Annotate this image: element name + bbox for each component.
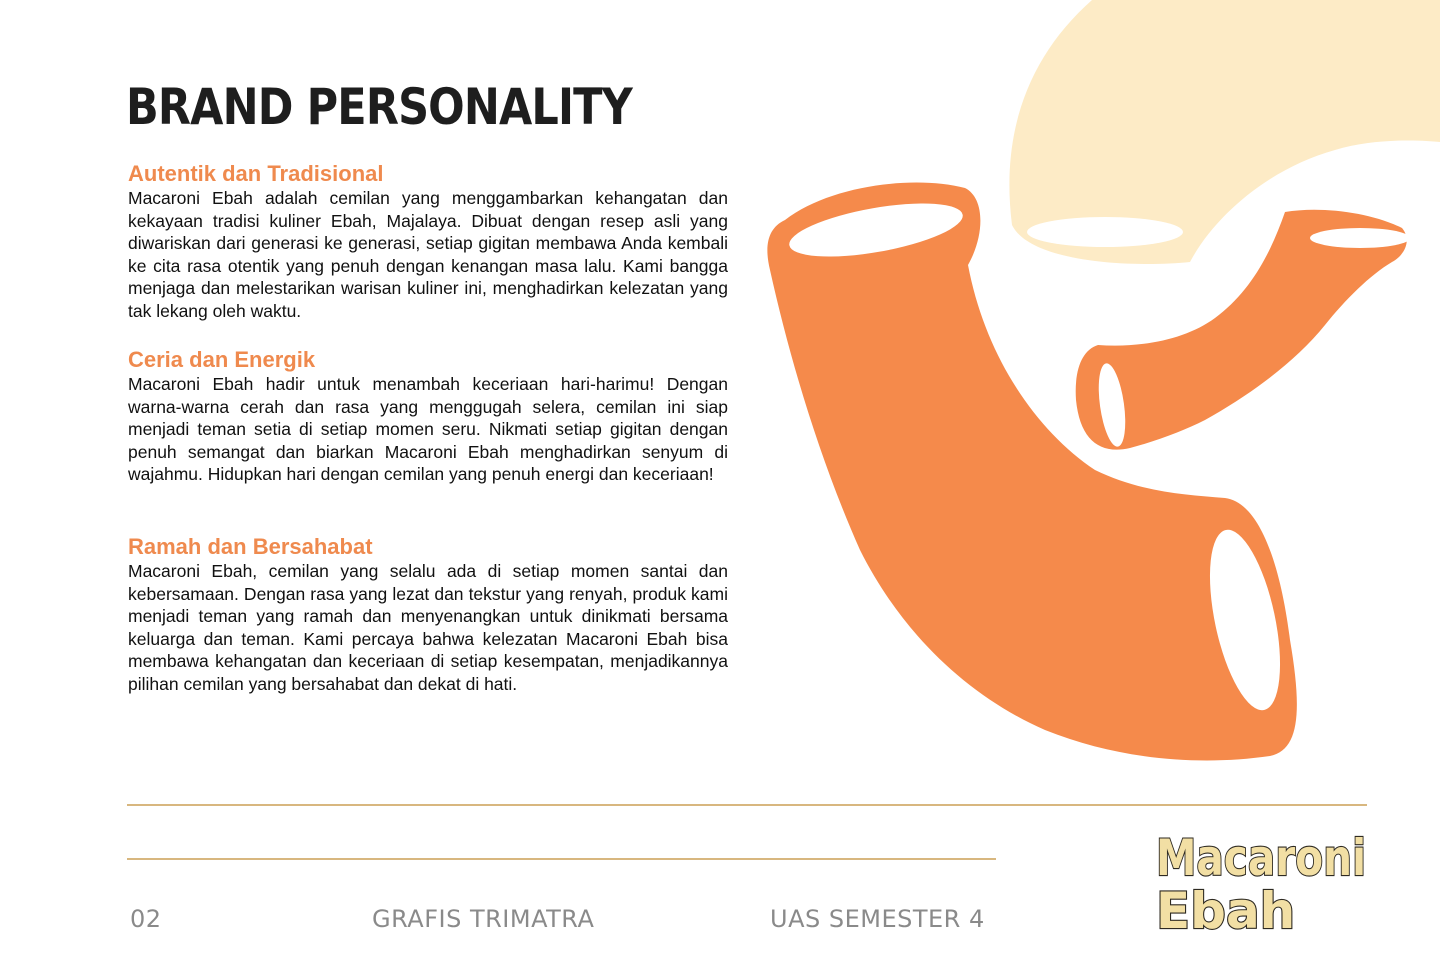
footer-page-number: 02 [130, 905, 162, 933]
page-title: BRAND PERSONALITY [126, 78, 632, 136]
large-macaroni-opening-top [786, 193, 967, 267]
logo-line-2: Ebah [1156, 882, 1296, 940]
small-macaroni-shape [1076, 210, 1407, 450]
section-heading: Ceria dan Energik [128, 347, 316, 372]
cream-macaroni-shape [1009, 0, 1440, 264]
large-macaroni-shape [767, 183, 1296, 761]
footer-divider-top [127, 804, 1367, 806]
large-macaroni-opening-bottom [1197, 524, 1294, 716]
section-heading: Ramah dan Bersahabat [128, 534, 373, 559]
section-body: Macaroni Ebah, cemilan yang selalu ada di setiap momen santai dan kebersamaan. Dengan rasa yang lezat dan tekstur yang renyah, produk kami menjadi teman yang ramah dan menyenangkan untuk dinikmati bersama keluarga dan teman. Kami percaya bahwa kelezatan Macaroni Ebah bisa membawa kehangatan dan keceriaan di setiap kesempatan, menjadikannya pilihan cemilan yang bersahabat dan dekat di hati. [128, 561, 728, 694]
section-ceria [128, 347, 728, 486]
section-autentik [128, 161, 728, 323]
section-body: Macaroni Ebah hadir untuk menambah keceriaan hari-harimu! Dengan warna-warna cerah dan rasa yang menggugah selera, cemilan ini siap menjadi teman setia di setiap momen seru. Nikmati setiap gigitan dengan penuh semangat dan biarkan Macaroni Ebah menghadirkan senyum di wajahmu. Hidupkan hari dengan cemilan yang penuh energi dan keceriaan! [128, 374, 728, 485]
section-heading: Autentik dan Tradisional [128, 161, 384, 186]
section-body: Macaroni Ebah adalah cemilan yang menggambarkan kehangatan dan kekayaan tradisi kuliner Ebah, Majalaya. Dibuat dengan resep asli yang diwariskan dari generasi ke generasi, setiap gigitan membawa Anda kembali ke cita rasa otentik yang penuh dengan kenangan masa lalu. Kami bangga menjaga dan melestarikan warisan kuliner ini, menghadirkan kelezatan yang tak lekang oleh waktu. [128, 188, 728, 321]
footer-semester: UAS SEMESTER 4 [770, 905, 985, 933]
footer-divider-bottom [127, 858, 996, 860]
footer-course: GRAFIS TRIMATRA [372, 905, 595, 933]
logo-line-1: Macaroni [1156, 829, 1366, 887]
small-macaroni-opening-top [1310, 228, 1410, 248]
macaroni-ebah-logo [1150, 820, 1370, 940]
small-macaroni-opening-side [1094, 362, 1129, 449]
cream-macaroni-opening [1027, 217, 1183, 247]
section-ramah [128, 534, 728, 696]
